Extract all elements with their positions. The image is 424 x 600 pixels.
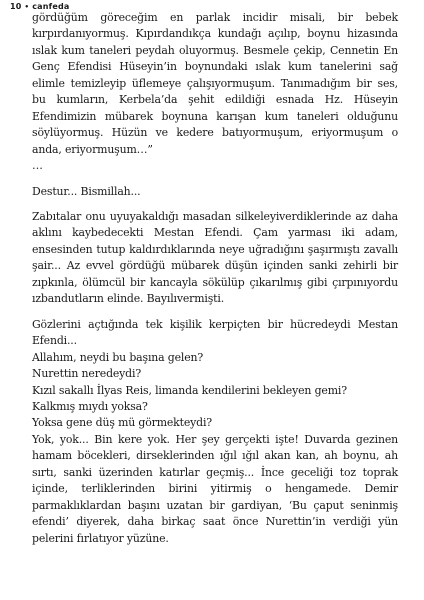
- line-question-1: Allahım, neydi bu başına gelen?: [32, 350, 204, 364]
- line-question-2: Nurettin neredeydi?: [32, 367, 142, 381]
- page-body: [32, 10, 398, 547]
- paragraph-destur: Destur... Bismillah...: [32, 184, 141, 198]
- paragraph-dream: gördüğüm göreceğim en parlak incidir misali, bir bebek kırpırdanıyormuş. Kıpırdandıkça kundağı açılıp, boynu hizasında ıslak kum taneleri peydah oluyormuş. Besmele çekip, Cennetin En Genç Efendisi Hüseyin’in boynundaki ıslak kum tanelerini sağ elimle temizleyip üflemeye çalışıyormuşum. Tanımadığım bir ses, bu kumların, Kerbela’da şehit edildiği esnada Hz. Hüseyin Efendimizin mübarek boynuna karışan kum taneleri olduğunu söylüyormuş. Hüzün ve kedere batıyormuşum, eriyormuşum o anda, eriyormuşum…”: [32, 11, 398, 156]
- line-question-4: Kalkmış mıydı yoksa?: [32, 399, 148, 413]
- ellipsis-line: …: [32, 159, 43, 173]
- line-question-3: Kızıl sakallı İlyas Reis, limanda kendilerini bekleyen gemi?: [32, 383, 347, 397]
- paragraph-cell: Gözlerini açtığında tek kişilik kerpiçten bir hücredeydi Mestan Efendi...: [32, 317, 398, 348]
- publisher-name: canfeda: [32, 2, 70, 11]
- header-separator: •: [24, 2, 30, 11]
- paragraph-reality: Yok, yok... Bin kere yok. Her şey gerçekti işte! Duvarda gezinen hamam böcekleri, dirseklerinden ığıl ığıl akan kan, ah boynu, ah sırtı, sanki üzerinden katırlar geçmiş... İnce geceliği toz toprak içinde, terliklerinden birini yitirmiş o hengamede. Demir parmaklıklardan başını uzatan bir gardiyan, ‘Bu çaput seninmiş efendi’ diyerek, daha birkaç saat önce Nurettin’in verdiği yün pelerini fırlatıyor yüzüne.: [32, 432, 398, 545]
- line-question-5: Yoksa gene düş mü görmekteydi?: [32, 416, 212, 430]
- paragraph-arrest: Zabıtalar onu uyuyakaldığı masadan silkeleyiverdiklerinde az daha aklını kaybedecekti Mestan Efendi. Çam yarması iki adam, ensesinden tutup kaldırdıklarında neye uğradığını şaşırmıştı zavallı şair... Az evvel gördüğü mübarek düşün içinden sanki zehirli bir zıpkınla, ölümcül bir kancayla sökülüp çıkarılmış gibi çırpınıyordu ızbandutların elinde. Bayılıvermişti.: [32, 209, 398, 306]
- page-number: 10: [10, 2, 22, 11]
